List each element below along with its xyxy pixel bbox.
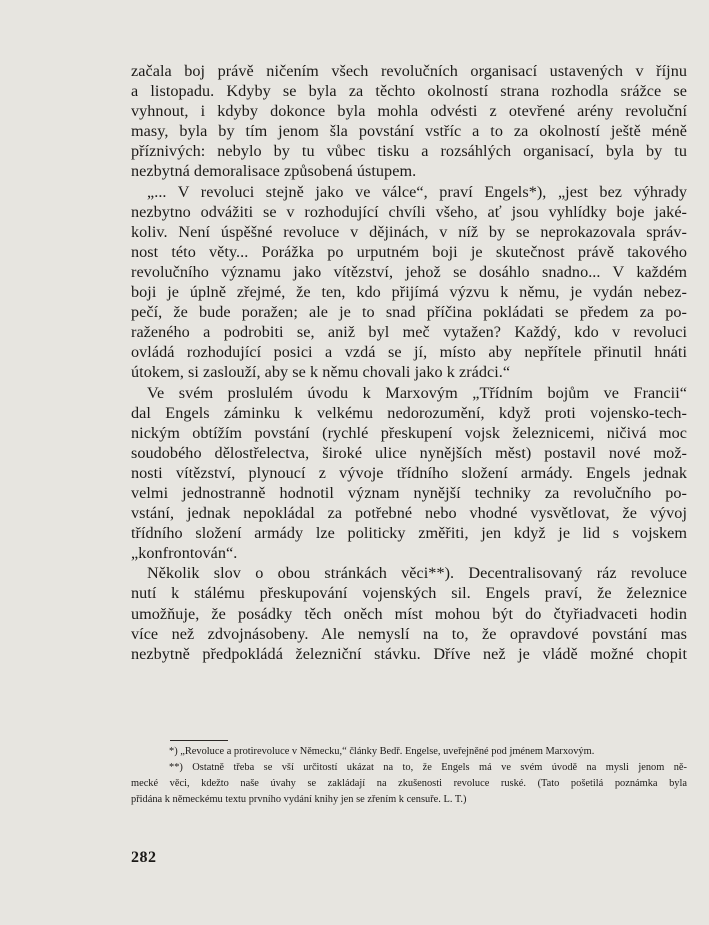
text-line: začala boj právě ničením všech revolučních organisací ustavených v říjnu — [131, 62, 687, 80]
text-line: umožňuje, že posádky těch oněch míst mohou být do čtyřiadvaceti hodin — [131, 604, 687, 623]
text-line: nutí k stálému přeskupování vojenských sil. Engels praví, že železnice — [131, 584, 687, 603]
text-line: revolučního významu jako vítězství, jehož se dosáhlo snadno... V každém — [131, 262, 687, 281]
text-line: nosti vítězství, plynoucí z vývoje třídního složení armády. Engels jednak — [131, 463, 687, 482]
text-line: a listopadu. Kdyby se byla za těchto okolností strana rozhodla srážce se — [131, 82, 687, 101]
quote-start-line: „... V revoluci stejně jako ve válce“, praví Engels*), „jest bez výhrady — [147, 182, 687, 201]
text-line: nezbytná demoralisace způsobená ústupem. — [131, 162, 417, 181]
text-line: velmi jednostranně hodnotil význam nynější techniky za revolučního po- — [131, 483, 687, 502]
footnote-divider — [170, 740, 228, 741]
text-line: příznivých: nebylo by tu vůbec tisku a rozsáhlých organisací, byla by tu — [131, 142, 687, 161]
text-line: vstání, jednak nepokládal za potřebné nebo vhodné vysvětlovat, že vývoj — [131, 504, 687, 523]
text-line: masy, byla by tím jenom šla povstání vstříc a to za okolností ještě méně — [131, 122, 687, 141]
text-line: nezbytně předpokládá železniční stávku. Dříve než je vládě možné chopit — [131, 644, 687, 663]
footnote-2: **) Ostatně třeba se vší určitostí ukázat na to, že Engels má ve svém úvodě na mysli jenom ně- — [169, 762, 687, 773]
text-line: raženého a podrobiti se, aniž byl meč vytažen? Každý, kdo v revoluci — [131, 323, 687, 342]
paragraph-start-line: Několik slov o obou stránkách věci**). Decentralisovaný ráz revoluce — [147, 564, 687, 583]
page-number: 282 — [131, 849, 157, 866]
text-line: nickým obtížím povstání (rychlé přeskupení vojsk železnicemi, ničivá moc — [131, 423, 687, 442]
text-line: nezbytno odvážiti se v rozhodující chvíli všeho, ať jsou vyhlídky boje jaké- — [131, 202, 687, 221]
text-line: vyhnout, i kdyby dokonce byla mohla odvésti z otevřené arény revoluční — [131, 102, 687, 121]
text-line: koliv. Není úspěšné revoluce v dějinách, v níž by se neprokazovala správ- — [131, 222, 687, 241]
footnote-line: přidána k německému textu prvního vydání knihy jen se zřením k censuře. L. T.) — [131, 794, 467, 805]
text-line: více než zdvojnásobeny. Ale nemyslí na to, že opravdové povstání mas — [131, 624, 687, 643]
paragraph-start-line: Ve svém proslulém úvodu k Marxovým „Třídním bojům ve Francii“ — [147, 383, 687, 402]
text-line: „konfrontován“. — [131, 544, 238, 563]
text-line: nost této věty... Porážka po urputném boji je skutečnost právě takového — [131, 242, 687, 261]
text-line: ovládá rozhodující posici a vzdá se jí, místo aby nepřítele přinutil hnáti — [131, 343, 687, 362]
text-line: útokem, si zaslouží, aby se k němu chovali jako k zrádci.“ — [131, 363, 511, 382]
footnote-1: *) „Revoluce a protirevoluce v Německu,“ články Bedř. Engelse, uveřejněné pod jménem Marxovým. — [169, 746, 595, 757]
text-line: dal Engels záminku k velkému nedorozumění, když proti vojensko-tech- — [131, 403, 687, 422]
body-text — [131, 61, 687, 664]
text-line: soudobého dělostřelectva, široké ulice nynějších měst) postavil nové mož- — [131, 443, 687, 462]
text-line: třídního složení armády lze politicky změřiti, jen když je lid s vojskem — [131, 524, 687, 543]
text-line: boji je úplně zřejmé, že ten, kdo přijímá výzvu k němu, je vydán nebez- — [131, 283, 687, 302]
text-line: pečí, že bude poražen; ale je to snad příčina pokládati se předem za po- — [131, 303, 687, 322]
footnotes — [131, 744, 687, 808]
footnote-line: mecké věci, kdežto naše úvahy se zakládají na zkušenosti revoluce ruské. (Tato pošetilá poznámka byla — [131, 778, 687, 789]
